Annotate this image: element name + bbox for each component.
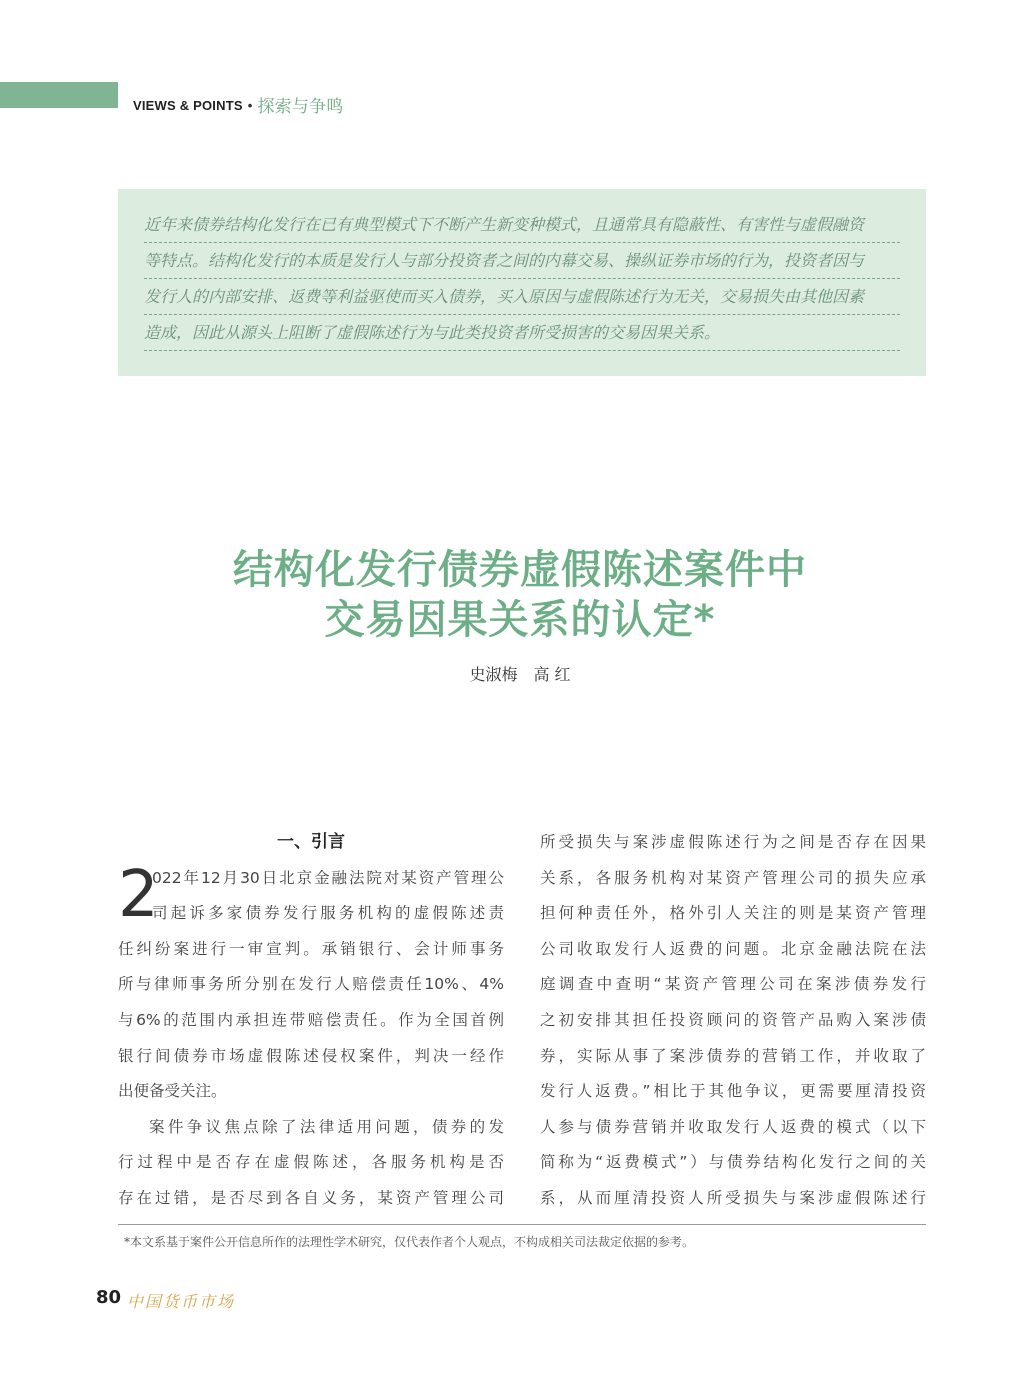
body-column-left	[118, 825, 504, 1217]
body-line: 案件争议焦点除了法律适用问题，债券的发	[149, 1117, 504, 1136]
body-line: 存在过错，是否尽到各自义务，某资产管理公司	[118, 1188, 504, 1207]
body-line: 简称为“返费模式”）与债券结构化发行之间的关	[540, 1153, 926, 1172]
body-line: 发行人返费。”相比于其他争议，更需要厘清投资	[540, 1082, 926, 1101]
section-tag	[133, 90, 343, 115]
body-line: 庭调查中查明“某资产管理公司在案涉债券发行	[540, 975, 926, 994]
body-line: 系，从而厘清投资人所受损失与案涉虚假陈述行	[540, 1188, 926, 1207]
body-line: 司起诉多家债券发行服务机构的虚假陈述责	[152, 904, 504, 923]
body-line: 所与律师事务所分别在发行人赔偿责任10%、4%	[118, 975, 504, 994]
footnote-divider	[118, 1224, 926, 1225]
body-line: 银行间债券市场虚假陈述侵权案件，判决一经作	[118, 1046, 504, 1065]
abstract-line: 等特点。结构化发行的本质是发行人与部分投资者之间的内幕交易、操纵证券市场的行为，投资者因与	[144, 243, 900, 279]
abstract-text	[144, 207, 900, 351]
section-cn-label: 探索与争鸣	[257, 97, 344, 116]
body-line: 与6%的范围内承担连带赔偿责任。作为全国首例	[118, 1010, 504, 1029]
abstract-line: 发行人的内部安排、返费等利益驱使而买入债券，买入原因与虚假陈述行为无关，交易损失由其他因素	[144, 279, 900, 315]
body-line: 公司收取发行人返费的问题。北京金融法院在法	[540, 939, 926, 958]
section-en-label: VIEWS & POINTS	[133, 98, 243, 113]
footnote: *本文系基于案件公开信息所作的法理性学术研究，仅代表作者个人观点，不构成相关司法裁定依据的参考。	[124, 1235, 695, 1249]
page-number: 80	[96, 1287, 122, 1308]
abstract-line: 造成，因此从源头上阻断了虚假陈述行为与此类投资者所受损害的交易因果关系。	[144, 315, 900, 351]
body-line: 所受损失与案涉虚假陈述行为之间是否存在因果	[540, 833, 926, 851]
body-column-right	[540, 825, 926, 1217]
abstract-line: 近年来债券结构化发行在已有典型模式下不断产生新变种模式，且通常具有隐蔽性、有害性与虚假融资	[144, 207, 900, 243]
body-line: 券，实际从事了案涉债券的营销工作，并收取了	[540, 1046, 926, 1065]
section-heading: 一、引言	[277, 832, 345, 852]
section-separator: •	[247, 98, 253, 113]
abstract-box	[118, 189, 926, 376]
dropcap: 2	[118, 857, 159, 932]
body-line: 之初安排其担任投资顾问的资管产品购入案涉债	[540, 1010, 926, 1029]
body-line: 行过程中是否存在虚假陈述，各服务机构是否	[118, 1153, 504, 1172]
dropcap-paragraph	[118, 857, 504, 932]
body-line: 担何种责任外，格外引人关注的则是某资产管理	[540, 904, 926, 923]
section-tab-bar	[0, 82, 118, 108]
body-line: 人参与债券营销并收取发行人返费的模式（以下	[540, 1117, 926, 1136]
body-line: 任纠纷案进行一审宣判。承销银行、会计师事务	[118, 939, 504, 958]
body-line: 关系，各服务机构对某资产管理公司的损失应承	[540, 868, 926, 887]
body-line: 出便备受关注。	[118, 1082, 227, 1101]
article-title-line-2: 交易因果关系的认定*	[324, 597, 716, 643]
article-authors: 史淑梅 高 红	[469, 665, 571, 684]
article-title-line-1: 结构化发行债券虚假陈述案件中	[233, 547, 807, 593]
body-line: 022年12月30日北京金融法院对某资产管理公	[152, 868, 504, 887]
journal-name: 中国货币市场	[127, 1292, 236, 1311]
